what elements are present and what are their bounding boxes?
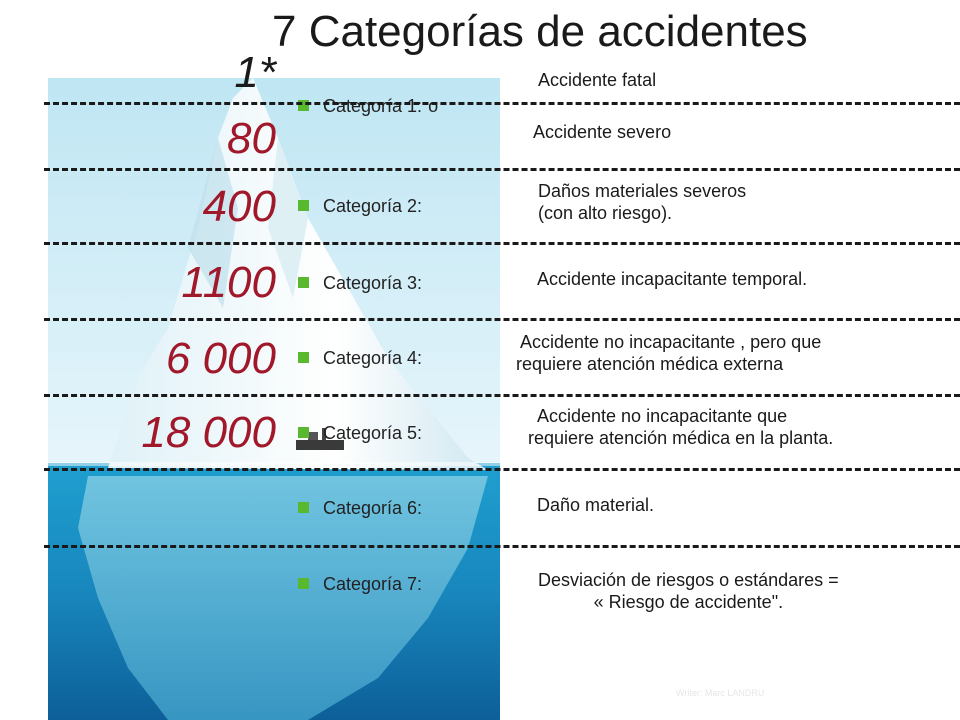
slide-title: 7 Categorías de accidentes — [272, 7, 808, 56]
description-line: requiere atención médica externa — [516, 354, 784, 374]
divider-line — [44, 318, 960, 321]
category-3 — [298, 270, 422, 296]
description-line: Daños materiales severos — [538, 181, 747, 201]
description-plant-care — [528, 405, 833, 449]
category-label: Categoría 2: — [323, 196, 423, 216]
bullet-icon — [298, 277, 309, 288]
description-line: requiere atención médica en la planta. — [528, 428, 834, 448]
category-label: Categoría 7: — [323, 574, 423, 594]
category-label: Categoría 4: — [323, 348, 423, 368]
count-category-2: 80 — [227, 114, 276, 163]
iceberg-image — [48, 78, 500, 720]
description-temporary — [537, 268, 807, 290]
divider-line — [44, 468, 960, 471]
divider-line — [44, 394, 960, 397]
category-7 — [298, 571, 422, 597]
bullet-icon — [298, 200, 309, 211]
divider-line — [44, 168, 960, 171]
bullet-icon — [298, 427, 309, 438]
description-material-severe — [538, 180, 746, 224]
count-category-1: 1* — [234, 48, 276, 97]
description-material — [537, 494, 654, 516]
category-label: Categoría 3: — [323, 273, 423, 293]
category-4 — [298, 345, 422, 371]
category-label: Categoría 6: — [323, 498, 423, 518]
description-external-care — [516, 331, 821, 375]
count-category-4: 1100 — [181, 258, 276, 307]
description-line: (con alto riesgo). — [538, 203, 673, 223]
category-label: Categoría 1: — [323, 96, 423, 116]
description-line: Desviación de riesgos o estándares = — [538, 570, 839, 590]
divider-line — [44, 102, 960, 105]
bullet-icon — [298, 352, 309, 363]
category-2 — [298, 193, 422, 219]
count-category-6: 18 000 — [141, 408, 276, 457]
description-line: Accidente severo — [533, 122, 672, 142]
divider-line — [44, 545, 960, 548]
count-category-5: 6 000 — [165, 334, 276, 383]
description-line: Accidente fatal — [538, 70, 657, 90]
bullet-icon — [298, 502, 309, 513]
category-6 — [298, 495, 422, 521]
category-1 — [298, 93, 438, 119]
description-line: Accidente no incapacitante , pero que — [516, 332, 822, 352]
divider-line — [44, 242, 960, 245]
description-fatal — [538, 69, 656, 91]
category-5 — [298, 420, 422, 446]
description-line: « Riesgo de accidente". — [593, 592, 784, 612]
bullet-icon — [298, 578, 309, 589]
description-line: Accidente no incapacitante que — [537, 406, 788, 426]
description-severe — [533, 121, 671, 143]
category-suffix: o — [428, 96, 439, 116]
count-category-3: 400 — [202, 182, 276, 231]
description-line: Accidente incapacitante temporal. — [537, 269, 808, 289]
description-deviation — [538, 569, 839, 613]
category-label: Categoría 5: — [323, 423, 423, 443]
description-line: Daño material. — [537, 495, 655, 515]
iceberg-illustration — [48, 78, 500, 720]
writer-credit: Writer: Marc LANDRU — [676, 688, 765, 698]
